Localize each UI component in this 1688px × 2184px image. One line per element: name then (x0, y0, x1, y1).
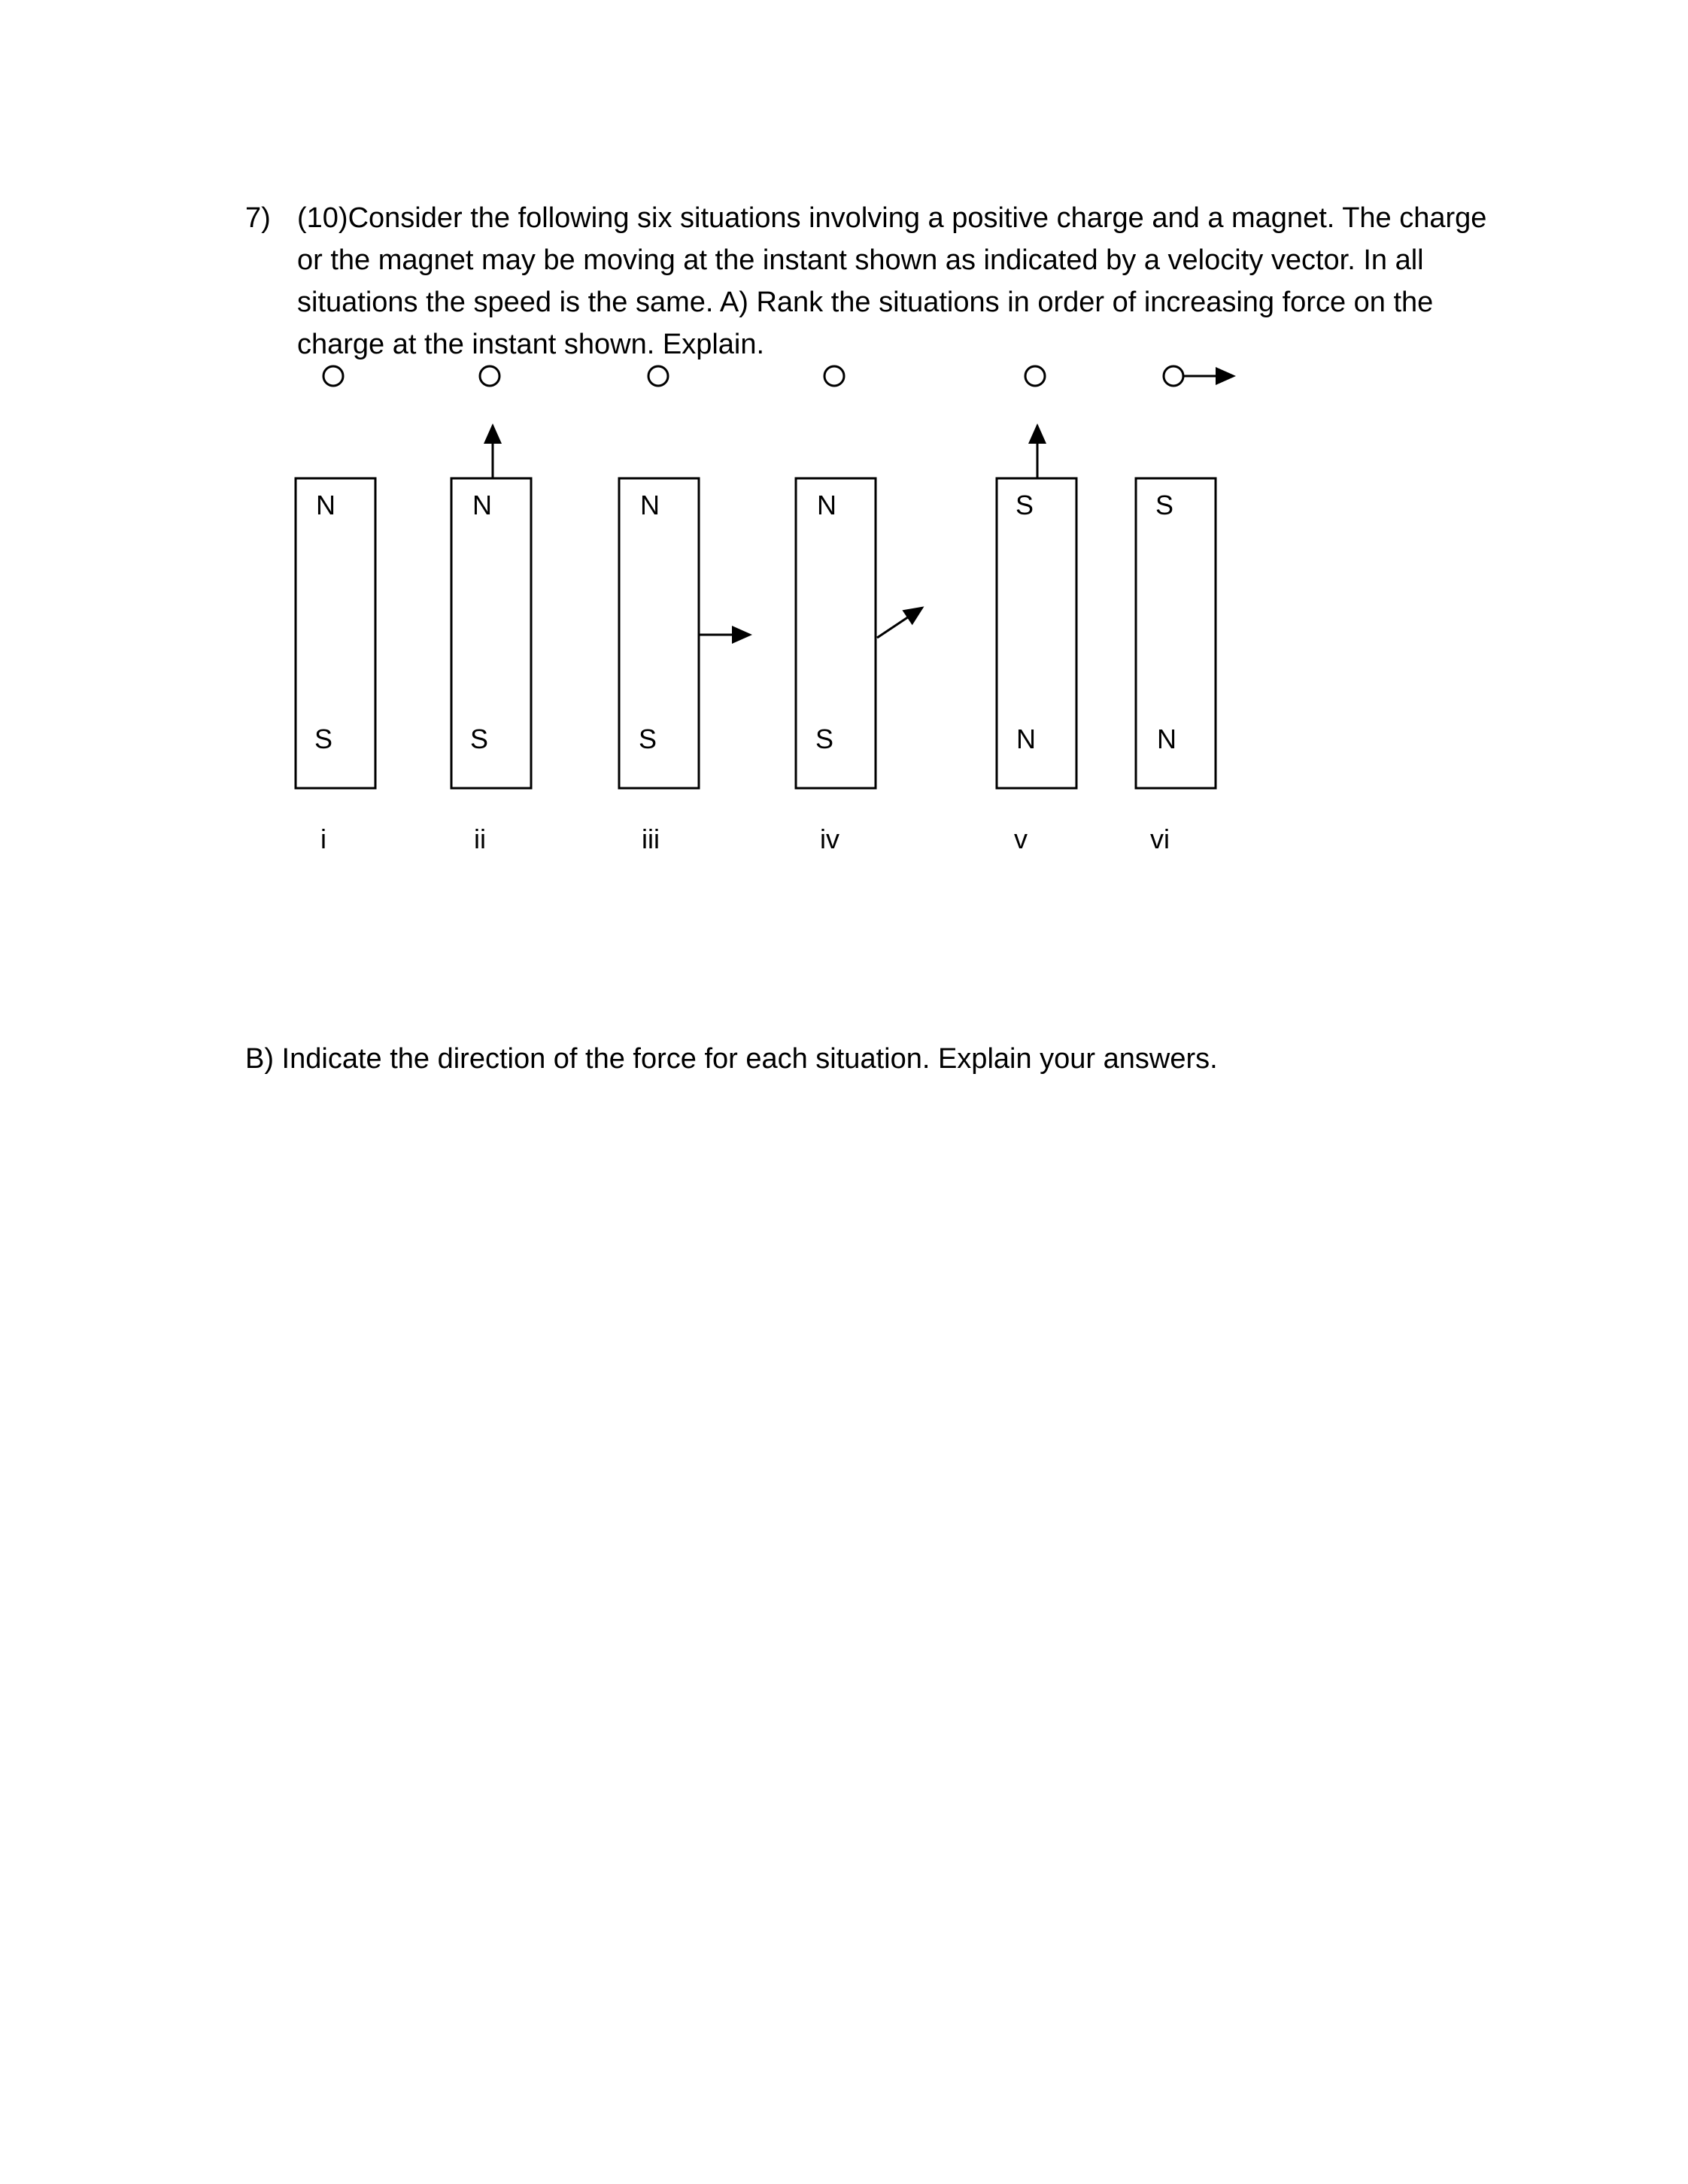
magnet-iii-top-pole: N (640, 490, 660, 520)
magnet-iii-bottom-pole: S (638, 723, 657, 754)
situation-ii (451, 366, 531, 854)
magnet-v (997, 478, 1076, 788)
magnet-iv-bottom-pole: S (815, 723, 834, 754)
situation-iii (619, 366, 750, 854)
situation-label-v: v (1014, 824, 1028, 854)
part-b-prompt: B) Indicate the direction of the force for each situation. Explain your answers. (245, 1043, 1218, 1075)
charge-v (1025, 366, 1045, 386)
magnet-iv (796, 478, 876, 788)
magnet-i-top-pole: N (316, 490, 335, 520)
situation-iv (796, 366, 922, 854)
magnet-ii (451, 478, 531, 788)
magnet-v-bottom-pole: N (1016, 723, 1036, 754)
question-line-2: or the magnet may be moving at the instant shown as indicated by a velocity vector. In all (297, 244, 1424, 276)
magnet-ii-top-pole: N (472, 490, 492, 520)
situation-label-iv: iv (820, 824, 839, 854)
magnet-i-bottom-pole: S (314, 723, 333, 754)
charge-iii (648, 366, 668, 386)
charge-ii (480, 366, 499, 386)
magnet-vi-top-pole: S (1155, 490, 1174, 520)
question-number: 7) (245, 202, 271, 234)
situation-vi (1136, 366, 1234, 854)
charge-iv (824, 366, 844, 386)
charge-vi (1164, 366, 1183, 386)
situation-label-vi: vi (1150, 824, 1170, 854)
question-line-1: (10)Consider the following six situations involving a positive charge and a magnet. The charge (297, 202, 1487, 234)
situation-v (997, 366, 1076, 854)
magnet-ii-bottom-pole: S (469, 723, 489, 754)
charge-i (323, 366, 343, 386)
magnet-iv-top-pole: N (817, 490, 836, 520)
situation-label-i: i (320, 824, 326, 854)
magnet-i (296, 478, 375, 788)
velocity-arrow-iv (877, 608, 922, 638)
magnet-vi-bottom-pole: N (1157, 723, 1176, 754)
situation-label-ii: ii (474, 824, 486, 854)
magnet-iii (619, 478, 699, 788)
magnet-v-top-pole: S (1015, 490, 1034, 520)
question-line-3: situations the speed is the same. A) Rank the situations in order of increasing force on the (297, 287, 1434, 318)
situation-i (296, 366, 375, 854)
question-line-4: charge at the instant shown. Explain. (297, 329, 765, 360)
situation-label-iii: iii (642, 824, 660, 854)
